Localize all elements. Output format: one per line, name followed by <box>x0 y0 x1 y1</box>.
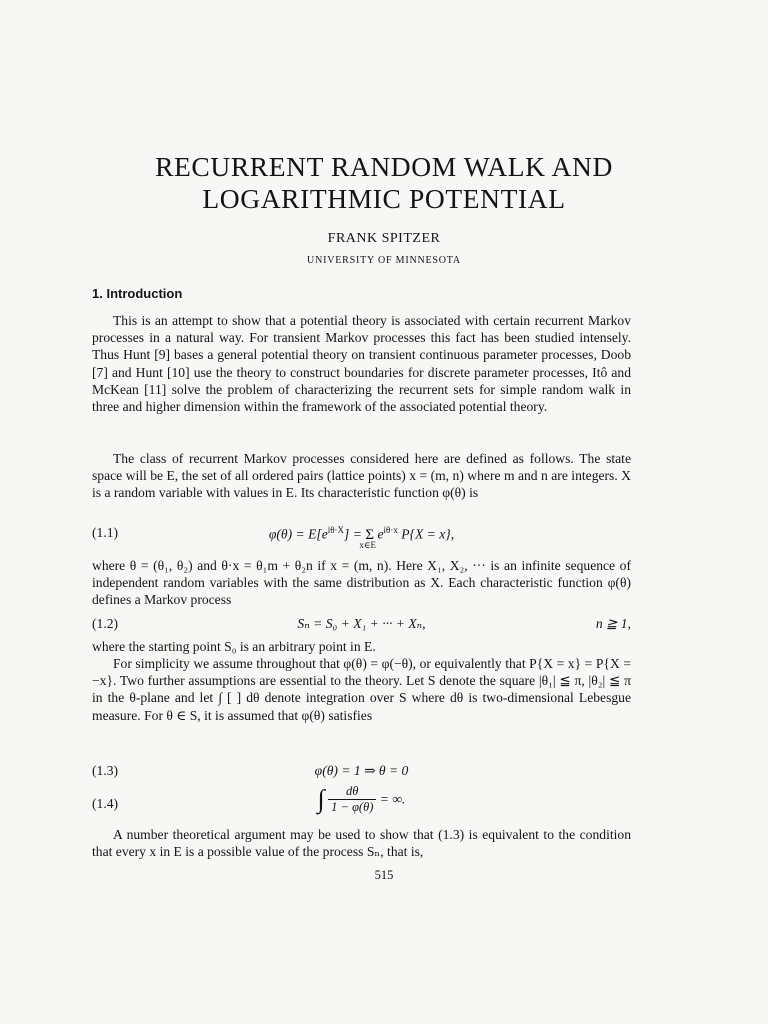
numerator: dθ <box>328 784 376 800</box>
denominator: 1 − φ(θ) <box>331 800 374 814</box>
eq-term-exponent: iθ·x <box>383 525 398 535</box>
equation-number: (1.3) <box>92 763 119 778</box>
equation-body <box>92 763 631 779</box>
equation-1-4 <box>92 784 631 824</box>
eq-rhs: = ∞. <box>379 791 406 807</box>
paragraph-5: For simplicity we assume throughout that φ(θ) = φ(−θ), or equivalently that P{X = x} = P{X = −x}. Two further assumptions are essential to the theory. Let S denote the square |θ₁| ≦ π, |θ₂| ≦ π in the θ-plane and let ∫ [ ] dθ denote integration over S where dθ is two-dimensional Lebesgue measure. For θ ∈ S, it is assumed that φ(θ) satisfies <box>92 656 631 723</box>
integral-symbol: ∫ <box>317 784 325 814</box>
paragraph-2: The class of recurrent Markov processes considered here are defined as follows. The state space will be E, the set of all ordered pairs (lattice points) x = (m, n) where m and n are integers. X is a random variable with values in E. Its characteristic function φ(θ) is <box>92 451 631 501</box>
paragraph-4: where the starting point S₀ is an arbitrary point in E. <box>92 639 376 654</box>
paper-title-line-1: RECURRENT RANDOM WALK AND <box>155 151 613 182</box>
summation-symbol <box>359 526 376 550</box>
eq-equals: ] = <box>344 526 362 542</box>
equation-1-3 <box>92 760 631 784</box>
equation-condition <box>596 616 631 632</box>
paragraph-3: where θ = (θ₁, θ₂) and θ·x = θ₁m + θ₂n if x = (m, n). Here X₁, X₂, ··· is an infinite sequence of independent random variables with the same distribution as X. Each characteristic function φ(θ) defines a Markov process <box>92 558 631 608</box>
equation-number: (1.1) <box>92 525 119 540</box>
fraction <box>328 784 376 815</box>
eq-text: Sₙ = S₀ + X₁ + ··· + Xₙ, <box>297 616 426 631</box>
sum-index: x∈E <box>359 539 376 550</box>
equation-body <box>92 616 631 632</box>
equation-body <box>92 784 631 815</box>
paper-title-line-2: LOGARITHMIC POTENTIAL <box>202 183 566 214</box>
equation-1-2 <box>92 613 631 637</box>
eq-term: e <box>377 526 384 542</box>
sigma: Σ <box>365 526 375 543</box>
equation-number: (1.2) <box>92 616 119 631</box>
paragraph-6: A number theoretical argument may be used to show that (1.3) is equivalent to the condition that every x in E is a possible value of the process Sₙ, that is, <box>92 827 631 860</box>
author-affiliation: UNIVERSITY OF MINNESOTA <box>307 255 461 266</box>
equation-number: (1.4) <box>92 796 119 811</box>
eq-text: φ(θ) = 1 ⇒ θ = 0 <box>314 763 409 778</box>
page-number: 515 <box>374 868 394 882</box>
eq-lhs: φ(θ) = E[e <box>268 526 328 542</box>
eq-exponent: iθ·X <box>327 525 345 535</box>
section-heading-introduction: 1. Introduction <box>92 286 183 301</box>
author-name: FRANK SPITZER <box>327 231 441 246</box>
eq-cond-text: n ≧ 1, <box>595 616 631 631</box>
eq-rhs: P{X = x}, <box>401 526 455 542</box>
equation-body <box>92 525 631 550</box>
paragraph-1: This is an attempt to show that a potential theory is associated with certain recurrent Markov processes in a natural way. For transient Markov processes this fact has been studied intensely. Thus Hunt [9] bases a general potential theory on transient continuous parameter processes, Doob [7] and Hunt [10] use the theory to construct boundaries for discrete parameter processes, Itô and McKean [11] solve the problem of characterizing the recurrent sets for simple random walk in three and higher dimension within the framework of the associated potential theory. <box>92 313 631 415</box>
equation-1-1 <box>92 522 631 550</box>
